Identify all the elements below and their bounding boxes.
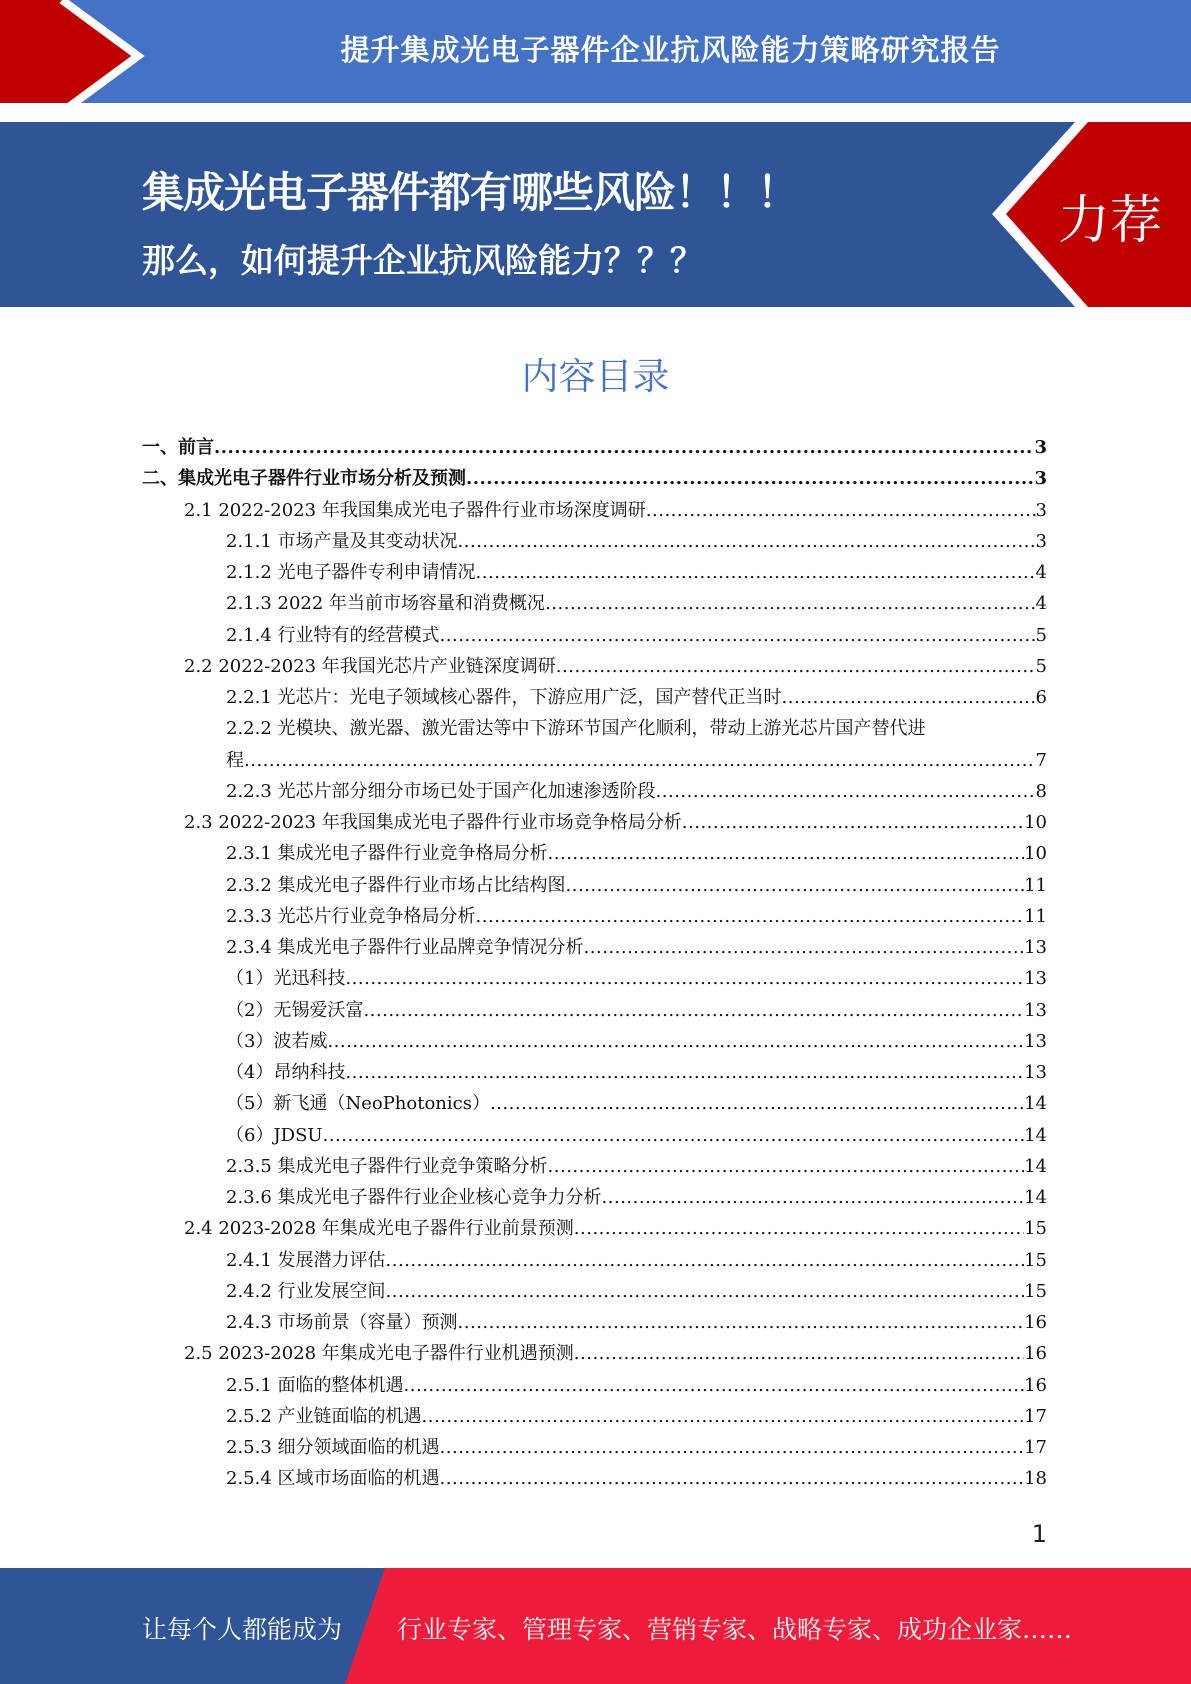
toc-leader-dots <box>440 1467 1025 1491</box>
toc-entry[interactable] <box>226 780 1047 804</box>
toc-leader-dots <box>574 1342 1024 1366</box>
toc-leader-dots <box>323 1124 1024 1148</box>
toc-entry[interactable] <box>226 1155 1047 1179</box>
toc-leader-dots <box>782 686 1036 710</box>
toc-entry-label: 2.3.2 集成光电子器件行业市场占比结构图 <box>226 874 566 896</box>
toc-entry-label: （1）光迅科技 <box>226 968 346 990</box>
toc-page-number: 13 <box>1024 968 1047 990</box>
toc-title: 内容目录 <box>521 355 670 398</box>
toc-page-number: 3 <box>1034 437 1047 458</box>
toc-leader-dots <box>476 561 1036 585</box>
toc-page-number: 14 <box>1024 1187 1047 1208</box>
badge-label: 力荐 <box>1058 191 1163 251</box>
toc-page-number: 17 <box>1024 1405 1047 1427</box>
toc-entry[interactable] <box>226 936 1047 960</box>
toc-entry-label: （6）JDSU <box>226 1124 323 1146</box>
page-number: 1 <box>1031 1520 1047 1548</box>
toc-entry-label: 2.2 2022-2023 年我国光芯片产业链深度调研 <box>184 655 556 677</box>
toc-entry-label: 2.5 2023-2028 年集成光电子器件行业机遇预测 <box>184 1343 574 1365</box>
toc-entry[interactable] <box>226 1436 1047 1460</box>
toc-entry-label: 二、集成光电子器件行业市场分析及预测 <box>142 468 466 490</box>
toc-entry[interactable] <box>226 530 1047 554</box>
toc-page-number: 10 <box>1024 843 1047 865</box>
toc-page-number: 15 <box>1024 1218 1047 1240</box>
toc-entry[interactable] <box>226 1405 1047 1429</box>
toc-entry-label: 2.1.3 2022 年当前市场容量和消费概况 <box>226 593 546 615</box>
toc-leader-dots <box>548 1155 1025 1179</box>
toc-entry[interactable] <box>184 1342 1047 1366</box>
toc-entry[interactable] <box>226 1186 1047 1210</box>
toc-entry-label: 2.3.3 光芯片行业竞争格局分析 <box>226 905 476 927</box>
toc-entry[interactable] <box>226 842 1047 866</box>
toc-leader-dots <box>440 624 1036 648</box>
toc-entry[interactable] <box>226 624 1047 648</box>
toc-page-number: 8 <box>1035 780 1047 802</box>
toc-entry[interactable] <box>226 592 1047 616</box>
toc-leader-dots <box>566 874 1025 898</box>
toc-entry-label: （5）新飞通（NeoPhotonics） <box>226 1093 490 1115</box>
toc-entry-label: 2.5.3 细分领域面临的机遇 <box>226 1437 440 1458</box>
toc-entry[interactable] <box>184 499 1047 523</box>
toc-leader-dots <box>345 1061 1024 1085</box>
toc-entry[interactable] <box>226 874 1047 898</box>
toc-leader-dots <box>656 780 1036 804</box>
toc-page-number: 3 <box>1035 499 1047 521</box>
toc-leader-dots <box>490 1092 1024 1116</box>
toc-page-number: 13 <box>1024 999 1047 1021</box>
report-title: 提升集成光电子器件企业抗风险能力策略研究报告 <box>340 33 1001 67</box>
toc-entry-label: 2.3.4 集成光电子器件行业品牌竞争情况分析 <box>226 937 584 958</box>
toc-leader-dots <box>404 1374 1025 1398</box>
toc-entry-label: （3）波若威 <box>226 1030 328 1052</box>
header-divider <box>0 103 1191 112</box>
toc-page-number: 18 <box>1024 1468 1047 1490</box>
toc-leader-dots <box>386 1280 1025 1304</box>
toc-leader-dots <box>584 936 1025 960</box>
toc-leader-dots <box>602 1186 1025 1210</box>
toc-page-number: 3 <box>1034 468 1047 490</box>
toc-page-number: 15 <box>1024 1249 1047 1271</box>
toc-entry-label: 2.1 2022-2023 年我国集成光电子器件行业市场深度调研 <box>184 499 646 521</box>
toc-page-number: 14 <box>1024 1155 1047 1177</box>
toc-entry-label: 2.3 2022-2023 年我国集成光电子器件行业市场竞争格局分析 <box>184 812 682 833</box>
toc-entry-label: 2.2.3 光芯片部分细分市场已处于国产化加速渗透阶段 <box>226 780 656 802</box>
toc-entry-label: 2.3.6 集成光电子器件行业企业核心竞争力分析 <box>226 1187 602 1208</box>
toc-page-number: 7 <box>1035 749 1047 771</box>
toc-entry[interactable] <box>226 905 1047 929</box>
toc-leader-dots <box>363 999 1024 1023</box>
toc-entry[interactable] <box>226 1092 1047 1116</box>
toc-entry-label: 2.4 2023-2028 年集成光电子器件行业前景预测 <box>184 1218 574 1240</box>
toc-leader-dots <box>244 749 1036 773</box>
toc-page-number: 5 <box>1035 655 1047 677</box>
toc-entry-label: 2.3.1 集成光电子器件行业竞争格局分析 <box>226 843 548 865</box>
toc-page-number: 15 <box>1024 1280 1047 1302</box>
toc-entry-label: 2.1.2 光电子器件专利申请情况 <box>226 562 476 583</box>
toc-leader-dots <box>386 1249 1025 1273</box>
toc-page-number: 16 <box>1024 1374 1047 1396</box>
toc-entry[interactable] <box>226 717 1047 772</box>
toc-entry-label: 2.5.4 区域市场面临的机遇 <box>226 1468 440 1490</box>
toc-page-number: 3 <box>1035 530 1047 552</box>
toc-leader-dots <box>556 655 1036 679</box>
toc-entry-label: 2.2.2 光模块、激光器、激光雷达等中下游环节国产化顺利，带动上游光芯片国产替代进 <box>226 718 926 740</box>
toc-page-number: 10 <box>1024 812 1047 833</box>
toc-leader-dots <box>466 467 1034 491</box>
toc-entry-label: （2）无锡爱沃富 <box>226 999 364 1021</box>
toc-leader-dots <box>682 811 1024 835</box>
toc-entry[interactable] <box>142 467 1047 491</box>
toc-page-number: 5 <box>1035 624 1047 646</box>
toc-page-number: 13 <box>1024 1030 1047 1052</box>
toc-entry[interactable] <box>226 1124 1047 1148</box>
footer-slogan-right: 行业专家、管理专家、营销专家、战略专家、成功企业家…… <box>397 1615 1073 1644</box>
toc-entry[interactable] <box>226 1280 1047 1304</box>
toc-entry-label: 2.1.4 行业特有的经营模式 <box>226 624 440 646</box>
toc-leader-dots <box>458 1311 1025 1335</box>
toc-entry-label: 2.4.2 行业发展空间 <box>226 1280 386 1302</box>
toc-entry[interactable] <box>226 1374 1047 1398</box>
toc-page-number: 14 <box>1024 1093 1047 1115</box>
toc-entry-label-continued: 程 <box>226 749 244 771</box>
toc-page-number: 13 <box>1024 1062 1047 1083</box>
toc-leader-dots <box>458 530 1036 554</box>
toc-entry[interactable] <box>142 436 1047 460</box>
toc-leader-dots <box>574 1217 1024 1241</box>
toc-entry[interactable] <box>226 686 1047 710</box>
toc-entry-label: 2.5.1 面临的整体机遇 <box>226 1374 404 1396</box>
toc-entry[interactable] <box>226 1030 1047 1054</box>
toc-entry[interactable] <box>226 1061 1047 1085</box>
toc-entry[interactable] <box>226 967 1047 991</box>
toc-page-number: 4 <box>1035 593 1047 615</box>
toc-leader-dots <box>440 1436 1025 1460</box>
toc-entry-label: （4）昂纳科技 <box>226 1062 346 1083</box>
toc-leader-dots <box>548 842 1025 866</box>
toc-entry-label: 2.2.1 光芯片：光电子领域核心器件，下游应用广泛，国产替代正当时 <box>226 687 782 708</box>
toc-page-number: 6 <box>1035 687 1047 708</box>
toc-page-number: 11 <box>1024 905 1047 927</box>
toc-entry[interactable] <box>226 1249 1047 1273</box>
toc-leader-dots <box>214 436 1034 460</box>
banner-subheadline: 那么，如何提升企业抗风险能力？？？ <box>142 241 703 280</box>
toc-entry[interactable] <box>226 1311 1047 1335</box>
toc-leader-dots <box>422 1405 1025 1429</box>
toc-page-number: 11 <box>1024 874 1047 896</box>
toc-entry-label: 2.4.3 市场前景（容量）预测 <box>226 1312 458 1333</box>
toc-entry-label: 2.5.2 产业链面临的机遇 <box>226 1405 422 1427</box>
banner-headline: 集成光电子器件都有哪些风险！！！ <box>142 168 799 217</box>
toc-leader-dots <box>646 499 1036 523</box>
toc-entry[interactable] <box>226 561 1047 585</box>
toc-leader-dots <box>476 905 1025 929</box>
toc-page-number: 14 <box>1024 1124 1047 1146</box>
toc-entry-label: 2.1.1 市场产量及其变动状况 <box>226 530 458 552</box>
toc-leader-dots <box>345 967 1024 991</box>
toc-entry[interactable] <box>184 655 1047 679</box>
red-arrow-decoration <box>0 0 150 112</box>
toc-page-number: 13 <box>1024 937 1047 958</box>
toc-entry-label: 2.3.5 集成光电子器件行业竞争策略分析 <box>226 1155 548 1177</box>
toc-entry-label: 2.4.1 发展潜力评估 <box>226 1249 386 1271</box>
toc-entry[interactable] <box>226 1467 1047 1491</box>
toc-page-number: 4 <box>1035 562 1047 583</box>
toc-leader-dots <box>545 592 1035 616</box>
toc-entry[interactable] <box>226 999 1047 1023</box>
toc-entry[interactable] <box>184 811 1047 835</box>
toc-page-number: 16 <box>1024 1312 1047 1333</box>
toc-leader-dots <box>327 1030 1024 1054</box>
toc-page-number: 16 <box>1024 1343 1047 1365</box>
toc-entry-label: 一、前言 <box>142 437 214 458</box>
footer-slogan-left: 让每个人都能成为 <box>142 1615 343 1644</box>
toc-page-number: 17 <box>1024 1437 1047 1458</box>
toc-entry[interactable] <box>184 1217 1047 1241</box>
